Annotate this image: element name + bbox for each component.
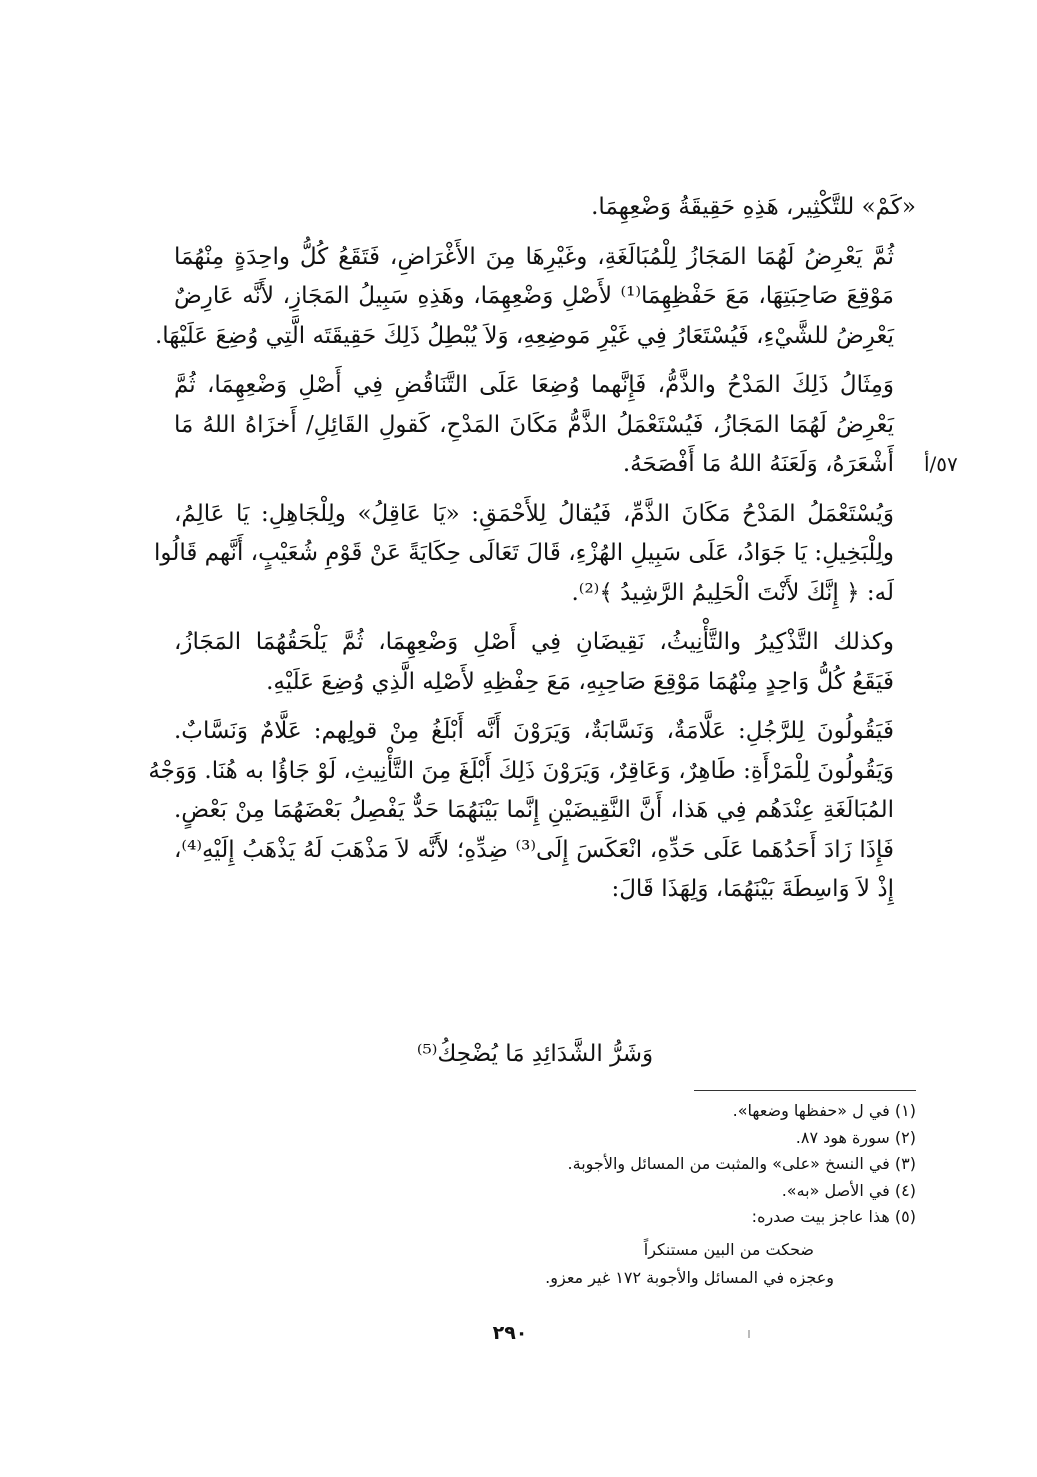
footnote-3: (٣) في النسخ «على» والمثبت من المسائل والأجوبة. bbox=[567, 1154, 916, 1173]
text-line: المُبَالَغَةِ عِنْدَهُم فِي هَذا، أَنَّ النَّقِيضَيْنِ إِنَّما بَيْنَهُمَا حَدٌّ يَفْصِلُ بَعْضَهُمَا مِنْ بَعْضٍ. bbox=[174, 797, 894, 823]
text-line: ثُمَّ يَعْرِضُ لَهُمَا المَجَازُ لِلْمُبَالَغَةِ، وغَيْرِهَا مِنَ الأَغْرَاضِ، فَتَقَعُ كُلُّ واحِدَةٍ مِنْهُمَا bbox=[174, 243, 894, 270]
paragraph-2 bbox=[154, 238, 916, 357]
paragraph-3 bbox=[174, 366, 916, 485]
text-line: وَيَقُولُونَ لِلْمَرْأَةِ: طَاهِرٌ، وَعَاقِرٌ، وَيَرَوْنَ ذَلِكَ أَبْلَغَ مِنَ التَّأْنِيثِ، لَوْ جَاؤُا به هُنَا. وَوَجْهُ bbox=[148, 757, 894, 784]
text-line: وكذلك التَّذْكِيرُ والتَّأْنِيثُ، نَقِيضَانِ فِي أَصْلِ وَضْعِهِمَا، ثُمَّ يَلْحَقُهُمَا المَجَازُ، bbox=[174, 629, 894, 655]
text-line: لَه: ﴿ إِنَّكَ لأَنْتَ الْحَلِيمُ الرَّشِيدُ ﴾⁽²⁾. bbox=[571, 579, 894, 606]
paragraph-5 bbox=[174, 623, 916, 702]
folio-margin-note: ٥٧/أ bbox=[924, 452, 958, 476]
paragraph-1 bbox=[174, 188, 916, 228]
scan-speck bbox=[748, 1330, 750, 1338]
footnote-separator bbox=[694, 1090, 916, 1091]
text-line: يَعْرِضُ للشَّيْءِ، فَيُسْتَعَارُ فِي غَيْرِ مَوضِعِهِ، وَلاَ يُبْطِلُ ذَلِكَ حَقِيقَتَه الَّتِي وُضِعَ عَلَيْهَا. bbox=[154, 322, 894, 349]
text-line: فَيَقَعُ كُلُّ وَاحِدٍ مِنْهُمَا مَوْقِعَ صَاحِبِهِ، مَعَ حِفْظِهِ لأَصْلِه الَّذِي وُضِعَ عَلَيْهِ. bbox=[266, 668, 894, 695]
paragraph-4 bbox=[154, 495, 916, 614]
footnote-4: (٤) في الأصل «به». bbox=[781, 1180, 916, 1200]
footnote-5-verse: ضحكت من البين مستنكراً bbox=[643, 1239, 814, 1259]
poetry-verse: وَشَرُّ الشَّدَائِدِ مَا يُضْحِكُ⁽⁵⁾ bbox=[416, 1041, 654, 1067]
text-line: مَوْقِعَ صَاحِبَتِهَا، مَعَ حَفْظِهِمَا⁽¹⁾ لأَصْلِ وَضْعِهِمَا، وهَذِهِ سَبِيلُ المَجَازِ، لأَنَّه عَارِضٌ bbox=[174, 283, 894, 309]
text-line: يَعْرِضُ لَهُمَا المَجَازُ، فَيُسْتَعْمَلُ الذَّمُّ مَكَانَ المَدْحِ، كَقولِ القَائِلِ/ أَخزَاهُ اللهُ مَا bbox=[174, 411, 894, 438]
text-line: ولِلْبَخِيلِ: يَا جَوَادُ، عَلَى سَبِيلِ الهُزْءِ، قَالَ تَعَالَى حِكَايَةً عَنْ قَوْمِ شُعَيْبٍ، أَنَّهم قَالُوا bbox=[154, 540, 894, 566]
text-line: فَيَقُولُونَ لِلرَّجُلِ: عَلَّامَةٌ، وَنَسَّابَةٌ، وَيَرَوْنَ أَنَّه أَبْلَغُ مِنْ قولِهم: عَلَّامٌ وَنَسَّابٌ. bbox=[174, 718, 894, 744]
page-number: ٢٩٠ bbox=[492, 1322, 528, 1344]
footnote-5: (٥) هذا عاجز بيت صدره: bbox=[751, 1207, 916, 1226]
main-text bbox=[148, 188, 916, 920]
footnote-2: (٢) سورة هود ٨٧. bbox=[795, 1127, 916, 1147]
text-line: وَمِثَالُ ذَلِكَ المَدْحُ والذَّمُّ، فَإِنَّهما وُضِعَا عَلَى التَّنَاقُضِ فِي أَصْلِ وَضْعِهِمَا، ثُمَّ bbox=[174, 372, 894, 398]
text-line: فَإِذَا زَادَ أَحَدُهَما عَلَى حَدِّهِ، انْعَكَسَ إِلَى⁽³⁾ ضِدِّهِ؛ لأَنَّه لاَ مَذْهَبَ لَهُ يَذْهَبُ إِلَيْهِ⁽⁴⁾، bbox=[174, 836, 894, 863]
footnote-5-source: وعجزه في المسائل والأجوبة ١٧٢ غير معزو. bbox=[545, 1268, 834, 1287]
text-line: إِذْ لاَ وَاسِطَةَ بَيْنَهُمَا، وَلِهَذَا قَالَ: bbox=[611, 876, 894, 902]
footnotes bbox=[420, 1098, 916, 1292]
text-line: وَيُسْتَعْمَلُ المَدْحُ مَكَانَ الذَّمِّ، فَيُقالُ لِلأَحْمَقِ: «يَا عَاقِلُ» ولِلْجَاهِلِ: يَا عَالِمُ، bbox=[174, 500, 894, 527]
text-line: «كَمْ» للتَّكْثِير، هَذِهِ حَقِيقَةُ وَضْعِهِمَا. bbox=[591, 194, 916, 220]
footnote-1: (١) في ل «حفظها وضعها». bbox=[732, 1101, 916, 1120]
text-line: أَشْعَرَهُ، وَلَعَنَهُ اللهُ مَا أَفْصَحَهُ. bbox=[622, 451, 894, 477]
paragraph-6 bbox=[148, 712, 916, 910]
